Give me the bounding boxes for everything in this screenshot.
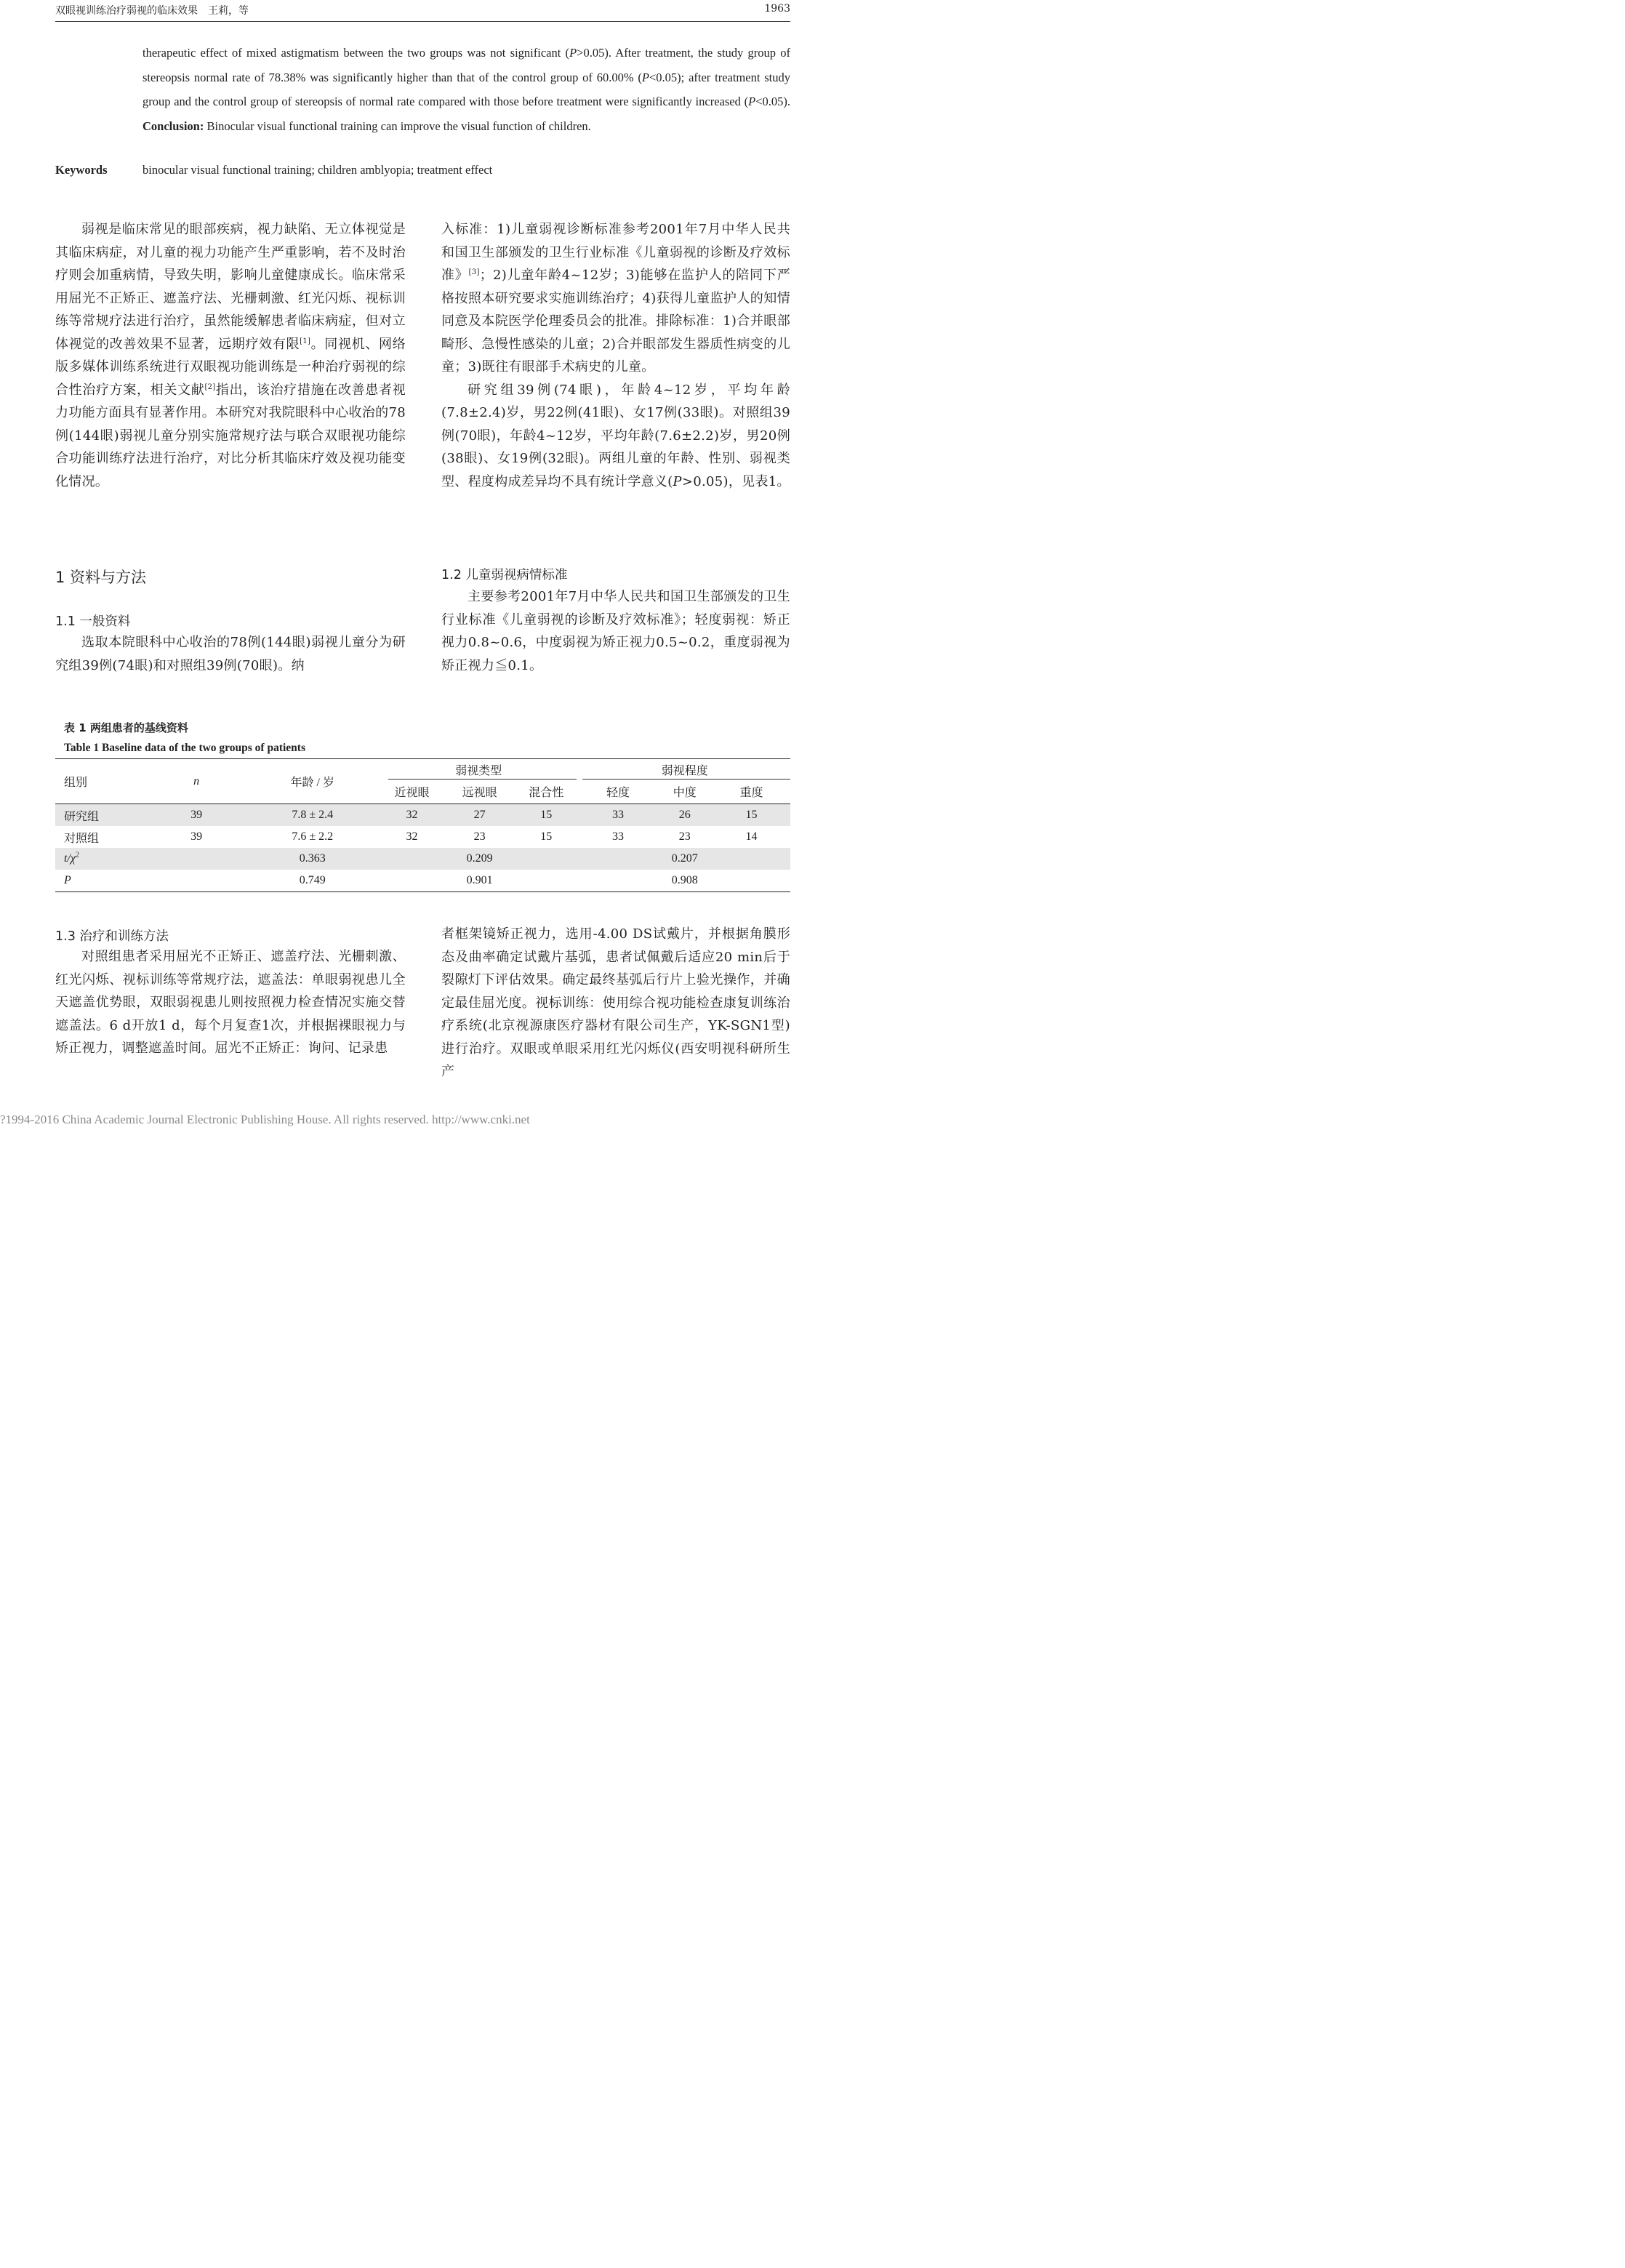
table-caption-cn: 表 1 两组患者的基线资料 xyxy=(64,721,188,734)
section-1-3-paragraph: 对照组患者采用屈光不正矫正、遮盖疗法、光栅刺激、红光闪烁、视标训练等常规疗法，遮盖法：单眼弱视患儿全天遮盖优势眼，双眼弱视患儿则按照视力检查情况实施交替遮盖法。6 d开放1 d，每个月复查1次，并根据裸眼视力与矫正视力，调整遮盖时间。屈光不正矫正：询问、记录患 xyxy=(55,949,406,1056)
col-severe: 重度 xyxy=(739,787,763,799)
page-number: 1963 xyxy=(764,3,790,15)
table-row: 研究组 39 7.8 ± 2.4 32 27 15 33 26 15 xyxy=(55,804,790,827)
section-1-2-heading: 1.2 儿童弱视病情标准 xyxy=(441,568,568,582)
section-1-1-paragraph: 选取本院眼科中心收治的78例(144眼)弱视儿童分为研究组39例(74眼)和对照组39例(70眼)。纳 xyxy=(55,635,406,673)
citation-1: [1] xyxy=(300,337,311,345)
citation-2: [2] xyxy=(204,382,216,391)
table-row-p-value: P 0.749 0.901 0.908 xyxy=(55,870,790,892)
col-amblyopia-type: 弱视类型 xyxy=(378,759,579,780)
section-1-1-heading: 1.1 一般资料 xyxy=(55,614,131,629)
baseline-table xyxy=(55,758,790,892)
copyright-footer: ?1994-2016 China Academic Journal Electronic Publishing House. All rights reserved. http://www.cnki.net xyxy=(0,1113,530,1126)
groups-paragraph: 研究组39例(74眼)，年龄4~12岁，平均年龄(7.8±2.4)岁，男22例(41眼)、女17例(33眼)。对照组39例(70眼)，年龄4~12岁，平均年龄(7.6±2.2)岁，男20例(38眼)、女19例(32眼)。两组儿童的年龄、性别、弱视类型、程度构成差异均不具有统计学意义(P>0.05)，见表1。 xyxy=(441,382,790,489)
section-1-heading: 1 资料与方法 xyxy=(55,569,147,586)
col-moderate: 中度 xyxy=(673,787,697,799)
section-1-2-paragraph: 主要参考2001年7月中华人民共和国卫生部颁发的卫生行业标准《儿童弱视的诊断及疗效标准》；轻度弱视：矫正视力0.8~0.6，中度弱视为矫正视力0.5~0.2，重度弱视为矫正视力≦0.1。 xyxy=(441,589,790,673)
table-row: 对照组 39 7.6 ± 2.2 32 23 15 33 23 14 xyxy=(64,830,758,845)
keywords-text: binocular visual functional training; children amblyopia; treatment effect xyxy=(143,163,493,177)
table-caption-en: Table 1 Baseline data of the two groups of patients xyxy=(64,742,305,754)
col-age: 年龄 / 岁 xyxy=(290,777,334,789)
col-myopia: 近视眼 xyxy=(394,787,430,799)
intro-paragraph: 弱视是临床常见的眼部疾病，视力缺陷、无立体视觉是其临床病症，对儿童的视力功能产生严重影响，若不及时治疗则会加重病情，导致失明，影响儿童健康成长。临床常采用屈光不正矫正、遮盖疗法、光栅刺激、红光闪烁、视标训练等常规疗法进行治疗，虽然能缓解患者临床病症，但对立体视觉的改善效果不显著，远期疗效有限[1]。同视机、网络版多媒体训练系统进行双眼视功能训练是一种治疗弱视的综合性治疗方案，相关文献[2]指出，该治疗措施在改善患者视力功能方面具有显著作用。本研究对我院眼科中心收治的78例(144眼)弱视儿童分别实施常规疗法与联合双眼视功能综合功能训练疗法进行治疗，对比分析其临床疗效及视功能变化情况。 xyxy=(55,222,406,489)
section-1-3-heading: 1.3 治疗和训练方法 xyxy=(55,929,169,944)
inclusion-criteria-paragraph: 入标准：1)儿童弱视诊断标准参考2001年7月中华人民共和国卫生部颁发的卫生行业标准《儿童弱视的诊断及疗效标准》[3]；2)儿童年龄4~12岁；3)能够在监护人的陪同下严格按照本研究要求实施训练治疗；4)获得儿童监护人的知情同意及本院医学伦理委员会的批准。排除标准：1)合并眼部畸形、急慢性感染的儿童；2)合并眼部发生器质性病变的儿童；3)既往有眼部手术病史的儿童。 研究组39例(74眼)，年龄4~12岁，平均年龄(7.8±2.4)岁，男22例(41眼)、女17例(33眼)。对照组39例(70眼)，年龄4~12岁，平均年龄(7.6±2.2)岁，男20例(38眼)、女19例(32眼)。两组儿童的年龄、性别、弱视类型、程度构成差异均不具有统计学意义(P>0.05)，见表1。 xyxy=(441,218,790,493)
citation-3: [3] xyxy=(468,268,480,276)
col-mixed: 混合性 xyxy=(529,787,564,799)
conclusion-label: Conclusion: xyxy=(143,119,204,133)
header-rule xyxy=(55,21,790,22)
section-1-3-continued-paragraph: 者框架镜矫正视力，选用-4.00 DS试戴片，并根据角膜形态及曲率确定试戴片基弧，患者试佩戴后适应20 min后于裂隙灯下评估效果。确定最终基弧后行片上验光操作，并确定最佳屈光度。视标训练：使用综合视功能检查康复训练治疗系统(北京视源康医疗器材有限公司生产，YK-SGN1型)进行治疗。双眼或单眼采用红光闪烁仪(西安明视科研所生产 xyxy=(441,926,790,1079)
abstract-text: therapeutic effect of mixed astigmatism between the two groups was not significant (P>0.05). After treatment, the study group of stereopsis normal rate of 78.38% was significantly higher than that of the control group of 60.00% (P<0.05); after treatment study group and the control group of stereopsis of normal rate compared with those before treatment were significantly increased (P<0.05). Conclusion: Binocular visual functional training can improve the visual function of children. xyxy=(143,46,790,133)
running-title: 双眼视训练治疗弱视的临床效果 王莉，等 xyxy=(55,5,249,17)
col-n: n xyxy=(193,774,200,788)
table-row-t-stat: $t/\chi^2$ 0.363 0.209 0.207 xyxy=(55,848,790,870)
col-hyperopia: 远视眼 xyxy=(462,787,497,799)
col-amblyopia-degree: 弱视程度 xyxy=(579,759,790,780)
keywords-label: Keywords xyxy=(55,163,108,177)
col-group: 组别 xyxy=(64,777,88,789)
col-mild: 轻度 xyxy=(606,787,630,799)
